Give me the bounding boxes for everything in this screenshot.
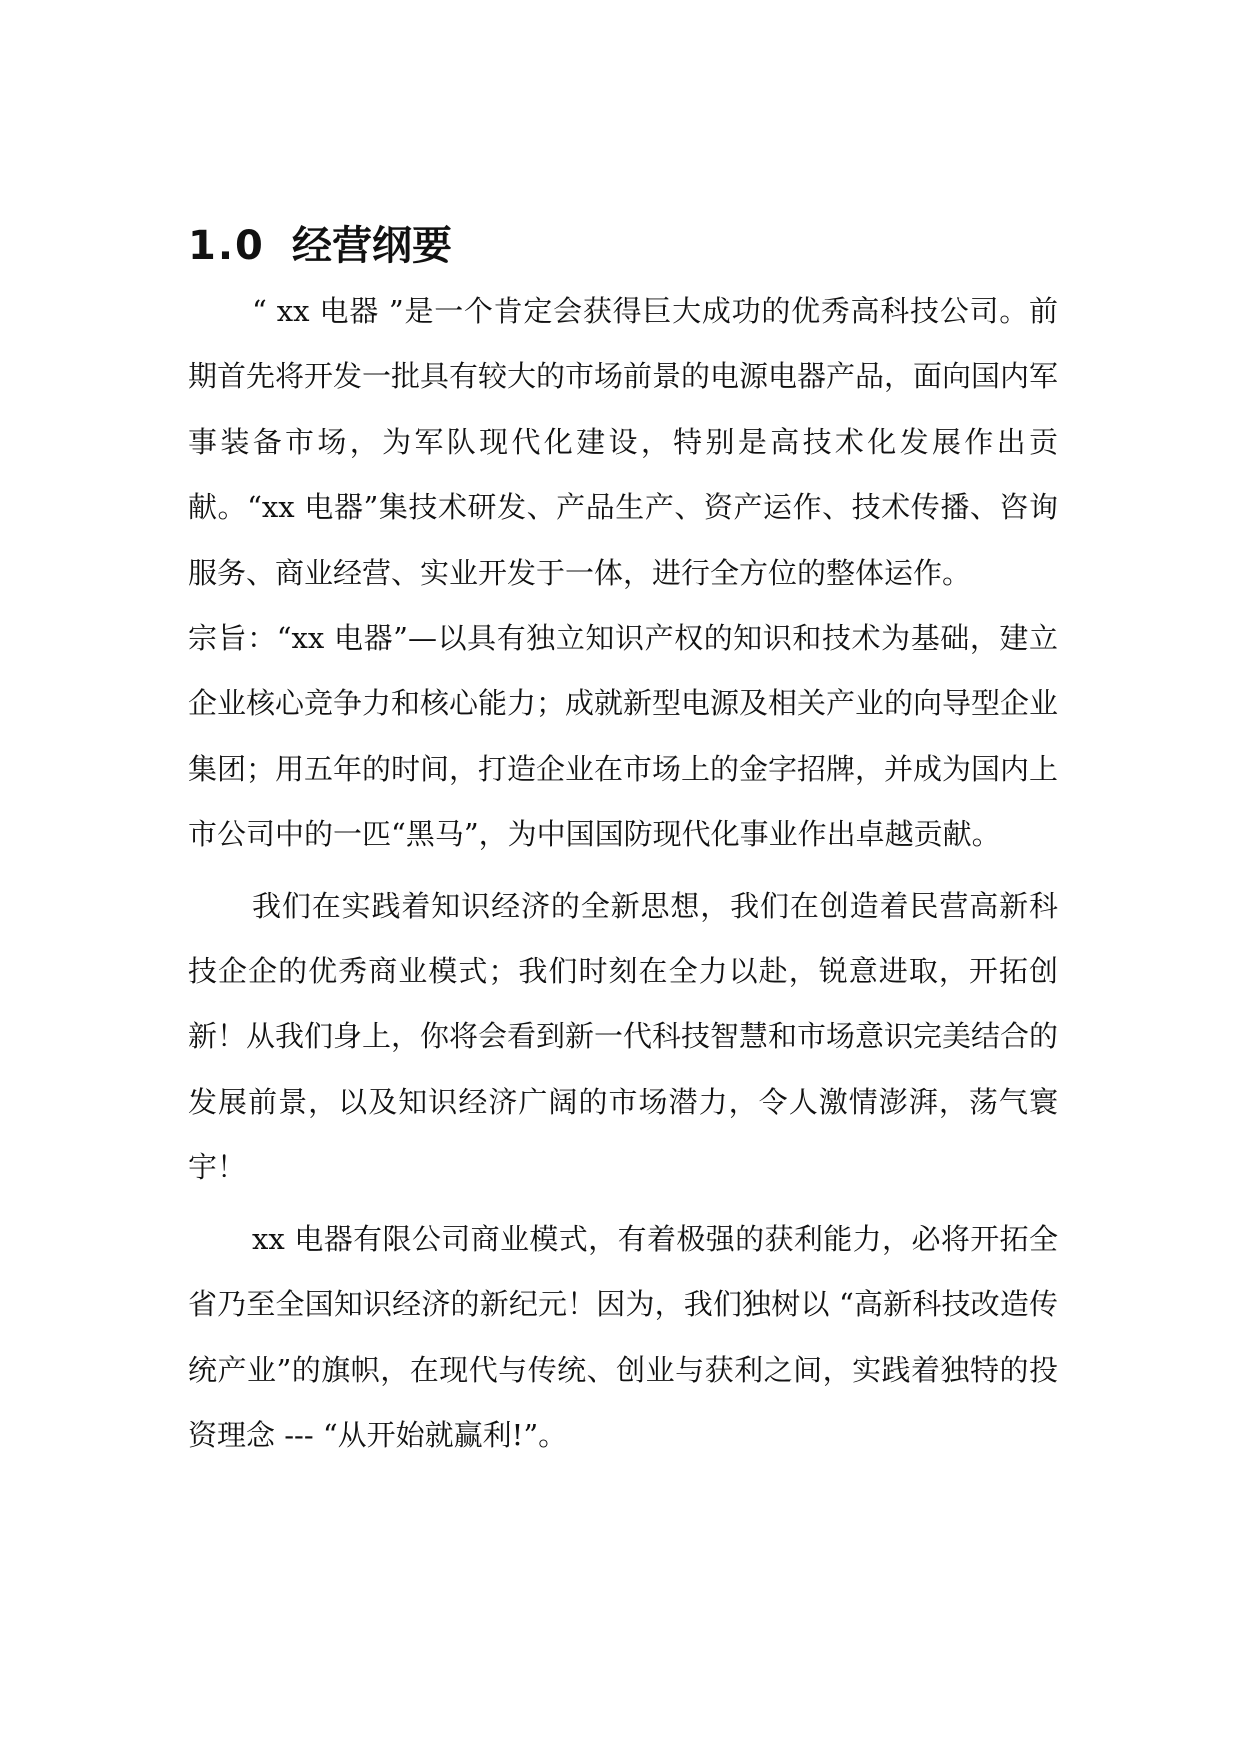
paragraph-vision: 我们在实践着知识经济的全新思想，我们在创造着民营高新科技企企的优秀商业模式；我们时刻在全力以赴，锐意进取，开拓创新！从我们身上，你将会看到新一代科技智慧和市场意识完美结合的发展前景，以及知识经济广阔的市场潜力，令人激情澎湃，荡气寰宇！ [188, 888, 1059, 1185]
section-heading [188, 215, 1058, 277]
paragraph-business-model: xx 电器有限公司商业模式，有着极强的获利能力，必将开拓全省乃至全国知识经济的新纪元！因为，我们独树以 “高新科技改造传统产业”的旗帜，在现代与传统、创业与获利之间，实践着独特的投资理念 --- “从开始就赢利!”。 [188, 1221, 1058, 1452]
document-body [188, 215, 1058, 1468]
paragraph-mission: 宗旨：“xx 电器”—以具有独立知识产权的知识和技术为基础，建立企业核心竞争力和核心能力；成就新型电源及相关产业的向导型企业集团；用五年的时间，打造企业在市场上的金字招牌，并成为国内上市公司中的一匹“黑马”，为中国国防现代化事业作出卓越贡献。 [188, 621, 1059, 852]
paragraph-intro: “ xx 电器 ”是一个肯定会获得巨大成功的优秀高科技公司。前期首先将开发一批具有较大的市场前景的电源电器产品，面向国内军事装备市场，为军队现代化建设，特别是高技术化发展作出贡献。“xx 电器”集技术研发、产品生产、资产运作、技术传播、咨询服务、商业经营、实业开发于一体，进行全方位的整体运作。 [188, 294, 1059, 590]
section-number: 1.0 [188, 223, 265, 269]
section-title: 经营纲要 [292, 223, 452, 269]
